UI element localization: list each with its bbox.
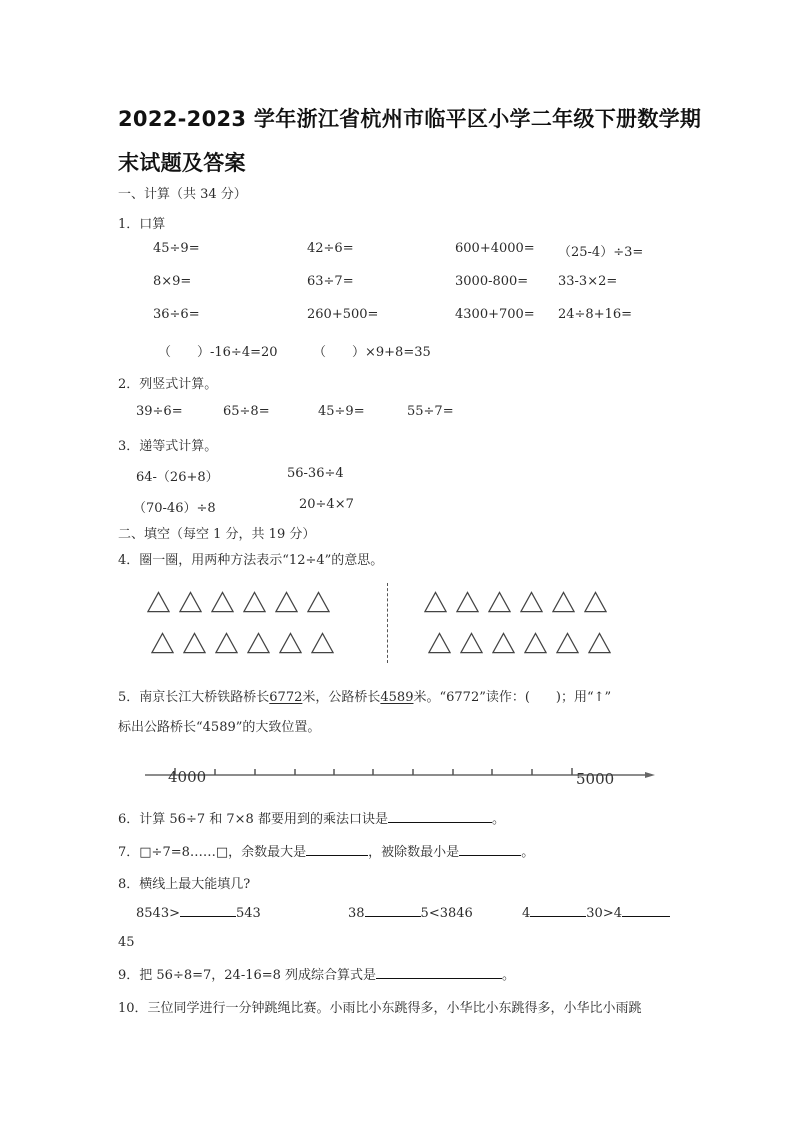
q8-label: 8．横线上最大能填几? bbox=[118, 877, 251, 892]
triangle-icon[interactable] bbox=[275, 591, 298, 613]
triangle-icon[interactable] bbox=[279, 632, 302, 654]
triangle-icon[interactable] bbox=[524, 632, 547, 654]
q1-r3c1: 36÷6= bbox=[153, 307, 200, 322]
q2-item1: 39÷6= bbox=[136, 404, 183, 419]
triangle-icon[interactable] bbox=[424, 591, 447, 613]
q6-answer-blank[interactable] bbox=[388, 810, 492, 823]
q5-text-b: 米，公路桥长 bbox=[302, 690, 381, 705]
q1-r3c2: 260+500= bbox=[307, 307, 379, 322]
q7-dividend-blank[interactable] bbox=[459, 843, 521, 856]
q1-r1c2: 42÷6= bbox=[307, 241, 354, 256]
document-title-line1: 2022-2023 学年浙江省杭州市临平区小学二年级下册数学期 bbox=[118, 107, 702, 131]
triangle-icon[interactable] bbox=[456, 591, 479, 613]
q1-r2c2: 63÷7= bbox=[307, 274, 354, 289]
q7 bbox=[118, 841, 534, 860]
q8-item2-after: 5<3846 bbox=[420, 906, 473, 921]
q7-end: 。 bbox=[521, 845, 535, 860]
q8-item2-blank[interactable] bbox=[365, 904, 421, 917]
q9-text: 9．把 56÷8=7，24-16=8 列成综合算式是 bbox=[118, 968, 377, 983]
q8-item3-blank-b[interactable] bbox=[622, 904, 670, 917]
q3-item3: （70-46）÷8 bbox=[133, 501, 216, 516]
q8-item3 bbox=[522, 904, 670, 921]
triangle-icon[interactable] bbox=[311, 632, 334, 654]
q3-item1: 64-（26+8） bbox=[136, 470, 219, 485]
q6 bbox=[118, 808, 505, 827]
q1-r1c1: 45÷9= bbox=[153, 241, 200, 256]
q3-item2: 56-36÷4 bbox=[287, 466, 344, 481]
dashed-divider bbox=[387, 583, 388, 663]
triangle-icon[interactable] bbox=[179, 591, 202, 613]
triangle-icon[interactable] bbox=[588, 632, 611, 654]
section1-heading: 一、计算（共 34 分） bbox=[118, 187, 247, 202]
triangle-icon[interactable] bbox=[147, 591, 170, 613]
triangle-row-right-bottom bbox=[428, 632, 611, 654]
q8-item1-after: 543 bbox=[235, 906, 261, 921]
q1-r1c3: 600+4000= bbox=[455, 241, 535, 256]
triangle-row-left-top bbox=[147, 591, 330, 613]
q8-item2 bbox=[348, 904, 473, 921]
triangle-icon[interactable] bbox=[247, 632, 270, 654]
rail-length-value: 6772 bbox=[269, 690, 303, 705]
triangle-icon[interactable] bbox=[215, 632, 238, 654]
q5-text-a: 5．南京长江大桥铁路桥长 bbox=[118, 690, 270, 705]
triangle-row-left-bottom bbox=[151, 632, 334, 654]
document-title-line2: 末试题及答案 bbox=[118, 151, 246, 175]
triangle-icon[interactable] bbox=[488, 591, 511, 613]
q1-r3c3: 4300+700= bbox=[455, 307, 535, 322]
q2-label: 2．列竖式计算。 bbox=[118, 377, 218, 392]
triangle-icon[interactable] bbox=[492, 632, 515, 654]
q1-label: 1．口算 bbox=[118, 217, 166, 232]
q1-r2c3: 3000-800= bbox=[455, 274, 529, 289]
triangle-row-right-top bbox=[424, 591, 607, 613]
q5-line2: 标出公路桥长“4589”的大致位置。 bbox=[118, 720, 321, 735]
q1-r2c4: 33-3×2= bbox=[558, 274, 618, 289]
q8-item1-before: 8543> bbox=[136, 906, 180, 921]
q8-item2-before: 38 bbox=[348, 906, 365, 921]
q1-r1c4: （25-4）÷3= bbox=[558, 245, 644, 260]
triangle-icon[interactable] bbox=[556, 632, 579, 654]
q1-fill1: （ ）-16÷4=20 bbox=[158, 345, 278, 360]
q3-label: 3．递等式计算。 bbox=[118, 439, 218, 454]
q7-remainder-blank[interactable] bbox=[306, 843, 368, 856]
q6-end: 。 bbox=[491, 812, 505, 827]
numberline-end-label: 5000 bbox=[576, 770, 615, 788]
q8-item3-before: 4 bbox=[522, 906, 531, 921]
triangle-icon[interactable] bbox=[151, 632, 174, 654]
q7-text: 7．□÷7=8……□，余数最大是 bbox=[118, 845, 307, 860]
q6-text: 6．计算 56÷7 和 7×8 都要用到的乘法口诀是 bbox=[118, 812, 388, 827]
q1-r3c4: 24÷8+16= bbox=[558, 307, 633, 322]
q5-text-c: 米。“6772”读作：( )；用“↑” bbox=[413, 690, 612, 705]
section2-heading: 二、填空（每空 1 分，共 19 分） bbox=[118, 527, 316, 542]
q5-line1 bbox=[118, 686, 611, 705]
q7-mid: ，被除数最小是 bbox=[368, 845, 460, 860]
triangle-icon[interactable] bbox=[243, 591, 266, 613]
q10: 10．三位同学进行一分钟跳绳比赛。小雨比小东跳得多，小华比小东跳得多，小华比小雨跳 bbox=[118, 1001, 642, 1016]
q8-wrap: 45 bbox=[118, 935, 135, 950]
q2-item3: 45÷9= bbox=[318, 404, 365, 419]
triangle-icon[interactable] bbox=[307, 591, 330, 613]
q9-end: 。 bbox=[502, 968, 516, 983]
q3-item4: 20÷4×7 bbox=[299, 497, 354, 512]
numberline-start-label: 4000 bbox=[168, 768, 207, 786]
q9 bbox=[118, 964, 515, 983]
triangle-icon[interactable] bbox=[428, 632, 451, 654]
q8-item3-blank-a[interactable] bbox=[530, 904, 586, 917]
q8-item3-after: 30>4 bbox=[586, 906, 622, 921]
triangle-icon[interactable] bbox=[552, 591, 575, 613]
q9-answer-blank[interactable] bbox=[376, 966, 502, 979]
q8-item1 bbox=[136, 904, 261, 921]
q4-label: 4．圈一圈，用两种方法表示“12÷4”的意思。 bbox=[118, 553, 384, 568]
triangle-icon[interactable] bbox=[460, 632, 483, 654]
road-length-value: 4589 bbox=[380, 690, 414, 705]
q2-item2: 65÷8= bbox=[223, 404, 270, 419]
triangle-icon[interactable] bbox=[183, 632, 206, 654]
triangle-icon[interactable] bbox=[211, 591, 234, 613]
q1-fill2: （ ）×9+8=35 bbox=[313, 345, 431, 360]
q8-item1-blank[interactable] bbox=[180, 904, 236, 917]
triangle-icon[interactable] bbox=[520, 591, 543, 613]
triangle-icon[interactable] bbox=[584, 591, 607, 613]
q2-item4: 55÷7= bbox=[407, 404, 454, 419]
q1-r2c1: 8×9= bbox=[153, 274, 192, 289]
